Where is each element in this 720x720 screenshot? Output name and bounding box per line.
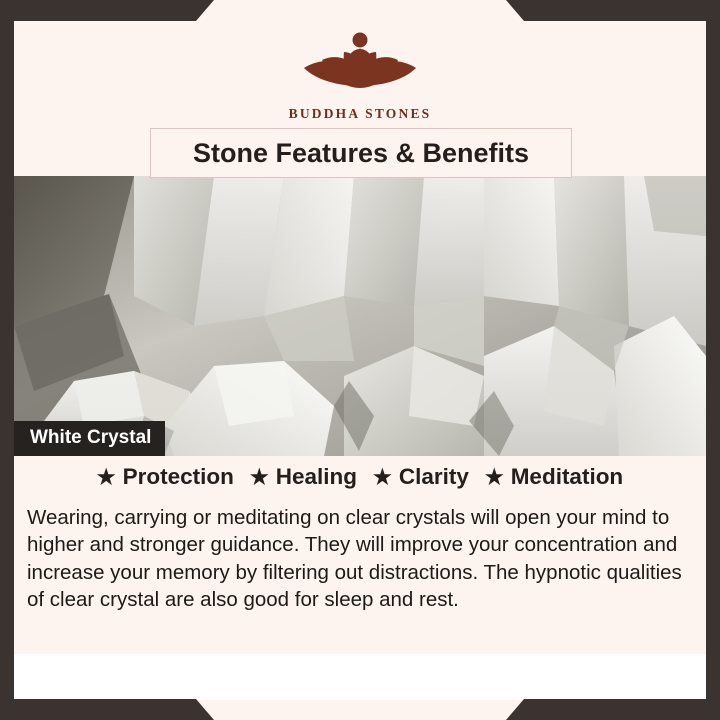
frame-corner-bottom-right (524, 699, 720, 720)
benefit-label: Meditation (510, 464, 624, 489)
brand-logo-block (0, 24, 720, 122)
description-text: Wearing, carrying or meditating on clear crystals will open your mind to higher and stronger guidance. They will improve your concentration and increase your memory by filtering out distractions. The hypnotic qualities of clear crystal are also good for sleep and rest. (27, 506, 682, 611)
lotus-meditation-icon (276, 24, 444, 102)
page-title-band (150, 128, 572, 178)
photo-caption: White Crystal (14, 421, 165, 456)
benefit-item (97, 464, 234, 490)
brand-name: BUDDHA STONES (288, 106, 432, 121)
white-crystal-cluster-photo (14, 176, 706, 456)
star-icon: ★ (484, 465, 504, 489)
frame-corner-bottom-left (0, 699, 196, 720)
benefit-item (485, 464, 623, 490)
star-icon: ★ (96, 465, 116, 489)
benefit-item (373, 464, 469, 490)
benefit-label: Healing (275, 464, 357, 489)
page-title: Stone Features & Benefits (192, 137, 530, 168)
bottom-white-area (14, 654, 706, 700)
frame-corner-top-left (0, 0, 196, 21)
benefits-row (14, 464, 706, 490)
star-icon: ★ (249, 465, 269, 489)
star-icon: ★ (373, 465, 392, 489)
benefit-item (250, 464, 357, 490)
benefit-label: Clarity (398, 464, 469, 489)
frame-corner-top-right (524, 0, 720, 21)
benefit-label: Protection (122, 464, 234, 489)
